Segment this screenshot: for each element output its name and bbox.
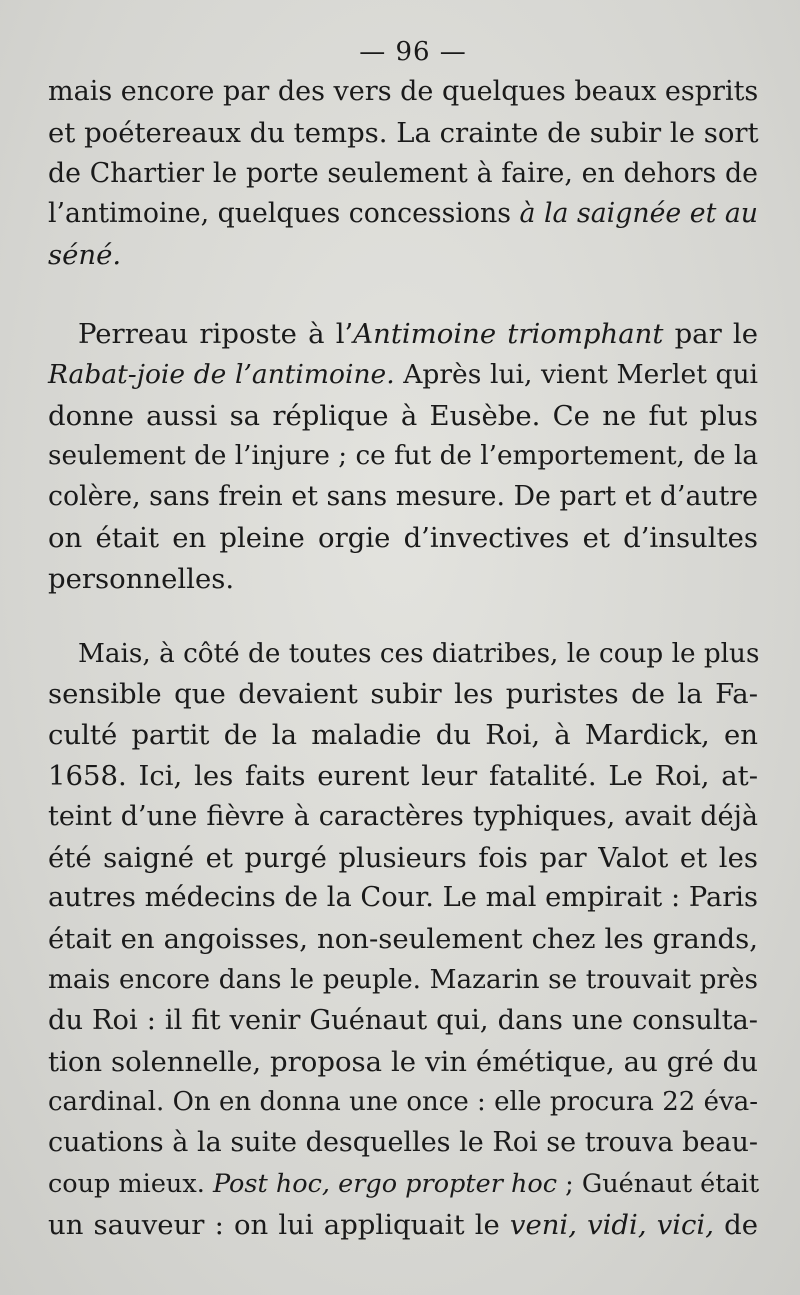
- text-line: on était en pleine orgie d’invectives et d’insultes: [48, 521, 758, 554]
- text-line: cuations à la suite desquelles le Roi se trouva beau-: [48, 1127, 758, 1159]
- paragraph-2: [48, 314, 758, 600]
- text-line: seulement de l’injure ; ce fut de l’emportement, de la: [48, 441, 758, 472]
- text-line: mais encore dans le peuple. Mazarin se trouvait près: [48, 964, 758, 995]
- italic-fragment: séné.: [48, 239, 122, 272]
- text-fragment: ; Guénaut était: [557, 1168, 760, 1199]
- text-fragment: Après lui, vient Merlet qui: [394, 358, 758, 390]
- text-line: tion solennelle, proposa le vin émétique, au gré du: [48, 1045, 758, 1078]
- text-line: [48, 355, 758, 396]
- text-fragment: Perreau riposte à l’: [78, 317, 354, 350]
- text-line: sensible que devaient subir les puristes de la Fa-: [48, 678, 758, 711]
- text-line: [48, 1205, 758, 1246]
- italic-fragment: Rabat-joie de l’antimoine.: [48, 358, 395, 390]
- text-line: colère, sans frein et sans mesure. De part et d’autre: [48, 481, 758, 513]
- text-line: donne aussi sa réplique à Eusèbe. Ce ne fut plus: [48, 399, 758, 432]
- text-line: de Chartier le porte seulement à faire, en dehors de: [48, 157, 758, 189]
- text-line: était en angoisses, non-seulement chez les grands,: [48, 923, 758, 956]
- paragraph-3: [48, 634, 758, 1246]
- text-line: culté partit de la maladie du Roi, à Mardick, en: [48, 719, 758, 752]
- text-line: cardinal. On en donna une once : elle procura 22 éva-: [48, 1087, 758, 1118]
- text-line: mais encore par des vers de quelques beaux esprits: [48, 76, 759, 107]
- text-line: teint d’une fièvre à caractères typhiques, avait déjà: [48, 800, 758, 832]
- italic-fragment: Post hoc, ergo propter hoc: [212, 1168, 558, 1199]
- text-line: et poétereaux du temps. La crainte de subir le sort: [48, 116, 759, 149]
- text-fragment: de: [713, 1208, 758, 1241]
- text-line: du Roi : il fit venir Guénaut qui, dans une consulta-: [48, 1004, 758, 1036]
- text-line: Mais, à côté de toutes ces diatribes, le coup le plus: [78, 638, 760, 669]
- text-line: [48, 1164, 758, 1205]
- text-fragment: l’antimoine, quelques concessions: [48, 198, 520, 230]
- text-line: été saigné et purgé plusieurs fois par Valot et les: [48, 841, 758, 874]
- text-line: 1658. Ici, les faits eurent leur fatalité. Le Roi, at-: [48, 759, 758, 792]
- text-fragment: par le: [663, 317, 758, 350]
- italic-fragment: à la saignée et au: [519, 198, 759, 230]
- text-line: [48, 235, 758, 276]
- italic-fragment: Antimoine triomphant: [353, 317, 664, 350]
- paragraph-1: [48, 72, 758, 276]
- text-line: [48, 314, 758, 355]
- page-number: — 96 —: [359, 37, 467, 67]
- text-line: autres médecins de la Cour. Le mal empirait : Paris: [48, 882, 758, 914]
- text-line: [48, 194, 758, 235]
- text-fragment: coup mieux.: [48, 1168, 213, 1199]
- italic-fragment: veni, vidi, vici,: [509, 1208, 714, 1241]
- text-fragment: un sauveur : on lui appliquait le: [48, 1208, 510, 1241]
- text-line: personnelles.: [48, 562, 235, 595]
